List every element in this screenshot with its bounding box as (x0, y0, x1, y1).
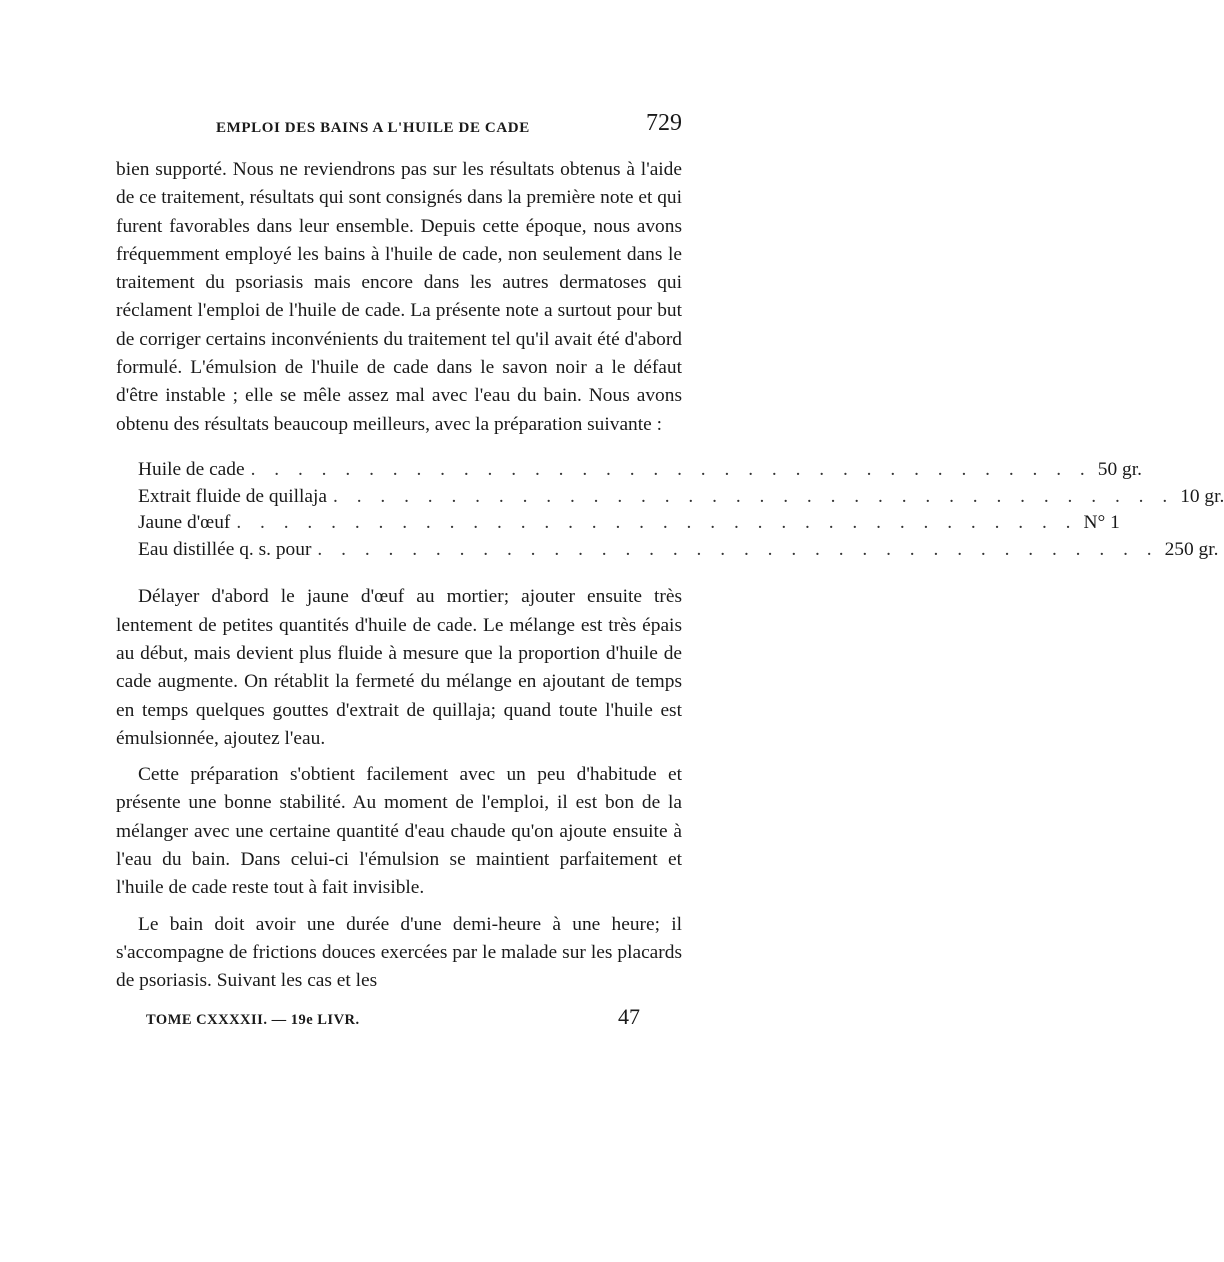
recipe-ingredient: Eau distillée q. s. pour (138, 538, 312, 560)
recipe-quantity: 10 gr. (1180, 485, 1224, 507)
leader-dots: . . . . . . . . . . . . . . . . . . . . . . . . . . . . . . . . . . . . (250, 458, 1092, 480)
paragraph-3: Cette préparation s'obtient facilement avec un peu d'habitude et présente une bonne stabilité. Au moment de l'emploi, il est bon de la mélanger avec une certaine quantité d'eau chaude qu'on ajoute ensuite à l'eau du bain. Dans celui-ci l'émulsion se maintient parfaitement et l'huile de cade reste tout à fait invisible. (116, 764, 682, 899)
book-page (116, 110, 1224, 1034)
signature-number: 47 (618, 1003, 640, 1029)
page-header (116, 110, 682, 144)
recipe-item (116, 510, 1120, 537)
recipe-quantity: N° 1 (1083, 512, 1120, 534)
recipe-quantity: 50 gr. (1097, 458, 1142, 480)
signature-line: TOME CXXXXII. — 19e LIVR. (146, 1011, 360, 1028)
recipe-item (116, 457, 1142, 484)
leader-dots: . . . . . . . . . . . . . . . . . . . . . . . . . . . . . . . . . . . . (317, 538, 1159, 560)
running-head: EMPLOI DES BAINS A L'HUILE DE CADE (216, 120, 530, 136)
leader-dots: . . . . . . . . . . . . . . . . . . . . . . . . . . . . . . . . . . . . (333, 485, 1175, 507)
recipe-item (116, 484, 1224, 511)
recipe-ingredient: Jaune d'œuf (138, 512, 231, 534)
leader-dots: . . . . . . . . . . . . . . . . . . . . . . . . . . . . . . . . . . . . (236, 512, 1078, 534)
recipe-ingredient: Huile de cade (138, 458, 245, 480)
recipe-quantity: 250 gr. (1164, 538, 1219, 560)
paragraph-2: Délayer d'abord le jaune d'œuf au mortier; ajouter ensuite très lentement de petites quantités d'huile de cade. Le mélange est très épais au début, mais devient plus fluide à mesure que la proportion d'huile de cade augmente. On rétablit la fermeté du mélange en ajoutant de temps en temps quelques gouttes d'extrait de quillaja; quand toute l'huile est émulsionnée, ajoutez l'eau. (116, 586, 682, 749)
recipe-list (116, 457, 1224, 563)
recipe-ingredient: Extrait fluide de quillaja (138, 485, 327, 507)
recipe-item (116, 537, 1219, 564)
page-number: 729 (646, 110, 682, 136)
paragraph-1: bien supporté. Nous ne reviendrons pas sur les résultats obtenus à l'aide de ce traitement, résultats qui sont consignés dans la première note et qui furent favorables dans leur ensemble. Depuis cette époque, nous avons fréquemment employé les bains à l'huile de cade, non seulement dans le traitement du psoriasis mais encore dans les autres dermatoses qui réclament l'emploi de l'huile de cade. La présente note a surtout pour but de corriger certains inconvénients du traitement tel qu'il avait été d'abord formulé. L'émulsion de l'huile de cade dans le savon noir a le défaut d'être instable ; elle se mêle assez mal avec l'eau du bain. Nous avons obtenu des résultats beaucoup meilleurs, avec la préparation suivante : (116, 159, 682, 435)
page-footer (116, 1004, 682, 1034)
paragraph-4: Le bain doit avoir une durée d'une demi-heure à une heure; il s'accompagne de frictions douces exercées par le malade sur les placards de psoriasis. Suivant les cas et les (116, 913, 682, 992)
